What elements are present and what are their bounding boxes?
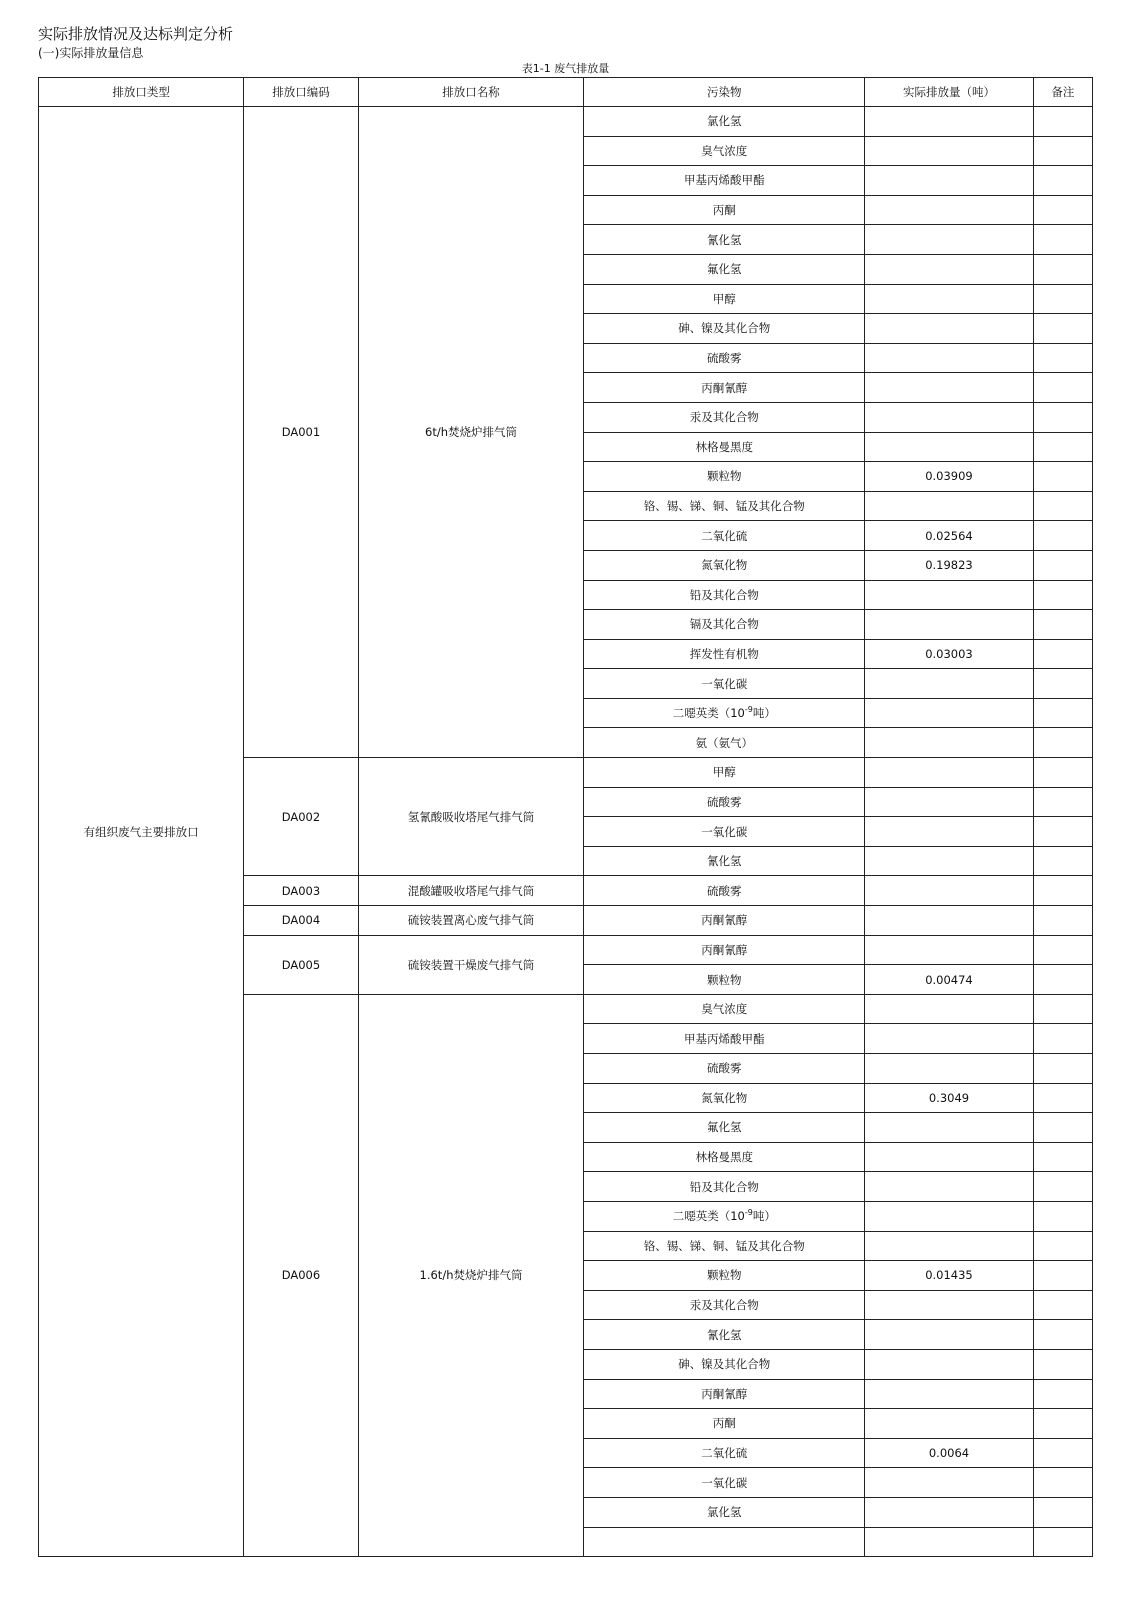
page-title: 实际排放情况及达标判定分析 — [38, 25, 234, 43]
remarks-cell — [1033, 1261, 1092, 1291]
remarks-cell — [1033, 166, 1092, 196]
emission-amount-cell — [865, 787, 1034, 817]
remarks-cell — [1033, 1349, 1092, 1379]
outlet-name-cell: 6t/h焚烧炉排气筒 — [358, 107, 584, 758]
pollutant-cell: 氟化氢 — [584, 254, 865, 284]
remarks-cell — [1033, 1231, 1092, 1261]
table-body — [39, 107, 1093, 1557]
remarks-cell — [1033, 1172, 1092, 1202]
remarks-cell — [1033, 462, 1092, 492]
pollutant-cell: 一氧化碳 — [584, 1468, 865, 1498]
remarks-cell — [1033, 639, 1092, 669]
emission-amount-cell — [865, 343, 1034, 373]
pollutant-cell: 二噁英类（$10^{-9}$吨） — [584, 1201, 865, 1231]
emission-amount-cell: 0.0064 — [865, 1438, 1034, 1468]
emission-amount-cell: 0.03003 — [865, 639, 1034, 669]
outlet-name-cell: 氢氰酸吸收塔尾气排气筒 — [358, 758, 584, 876]
remarks-cell — [1033, 1201, 1092, 1231]
outlet-code-cell: DA001 — [244, 107, 358, 758]
emission-amount-cell — [865, 1349, 1034, 1379]
emission-amount-cell — [865, 698, 1034, 728]
remarks-cell — [1033, 1438, 1092, 1468]
pollutant-cell: 氟化氢 — [584, 1113, 865, 1143]
remarks-cell — [1033, 935, 1092, 965]
pollutant-cell: 二氧化硫 — [584, 521, 865, 551]
pollutant-cell: 铅及其化合物 — [584, 580, 865, 610]
emission-amount-cell — [865, 1231, 1034, 1261]
emission-amount-cell: 0.19823 — [865, 550, 1034, 580]
outlet-code-cell: DA005 — [244, 935, 358, 994]
pollutant-cell: 甲醇 — [584, 284, 865, 314]
outlet-name-cell: 硫铵装置离心废气排气筒 — [358, 906, 584, 936]
remarks-cell — [1033, 1379, 1092, 1409]
remarks-cell — [1033, 1054, 1092, 1084]
emission-amount-cell — [865, 994, 1034, 1024]
emission-amount-cell — [865, 610, 1034, 640]
column-header-actual-emission: 实际排放量（吨） — [865, 78, 1034, 107]
remarks-cell — [1033, 580, 1092, 610]
emission-amount-cell — [865, 402, 1034, 432]
pollutant-cell: 氮氧化物 — [584, 550, 865, 580]
remarks-cell — [1033, 1290, 1092, 1320]
emission-amount-cell — [865, 225, 1034, 255]
remarks-cell — [1033, 1024, 1092, 1054]
remarks-cell — [1033, 965, 1092, 995]
remarks-cell — [1033, 1409, 1092, 1439]
remarks-cell — [1033, 1497, 1092, 1527]
emission-amount-cell — [865, 107, 1034, 137]
pollutant-cell: 甲醇 — [584, 758, 865, 788]
emission-amount-cell: 0.01435 — [865, 1261, 1034, 1291]
emission-amount-cell: 0.02564 — [865, 521, 1034, 551]
remarks-cell — [1033, 906, 1092, 936]
emission-amount-cell — [865, 728, 1034, 758]
pollutant-cell: 砷、镍及其化合物 — [584, 314, 865, 344]
pollutant-cell: 林格曼黑度 — [584, 432, 865, 462]
remarks-cell — [1033, 817, 1092, 847]
emission-amount-cell — [865, 669, 1034, 699]
pollutant-cell: 砷、镍及其化合物 — [584, 1349, 865, 1379]
remarks-cell — [1033, 1142, 1092, 1172]
emission-amount-cell — [865, 758, 1034, 788]
pollutant-cell: 硫酸雾 — [584, 343, 865, 373]
remarks-cell — [1033, 314, 1092, 344]
column-header-outlet-name: 排放口名称 — [358, 78, 584, 107]
remarks-cell — [1033, 402, 1092, 432]
outlet-name-cell: 1.6t/h焚烧炉排气筒 — [358, 994, 584, 1556]
remarks-cell — [1033, 107, 1092, 137]
exponent-superscript: -9 — [744, 705, 753, 715]
emission-amount-cell — [865, 166, 1034, 196]
outlet-name-cell: 硫铵装置干燥废气排气筒 — [358, 935, 584, 994]
emission-amount-cell — [865, 1290, 1034, 1320]
pollutant-cell: 二噁英类（$10^{-9}$吨） — [584, 698, 865, 728]
pollutant-cell: 氮氧化物 — [584, 1083, 865, 1113]
remarks-cell — [1033, 1083, 1092, 1113]
column-header-outlet-type: 排放口类型 — [39, 78, 244, 107]
remarks-cell — [1033, 728, 1092, 758]
pollutant-cell: 硫酸雾 — [584, 1054, 865, 1084]
remarks-cell — [1033, 491, 1092, 521]
pollutant-cell: 氰化氢 — [584, 225, 865, 255]
pollutant-cell: 丙酮 — [584, 1409, 865, 1439]
pollutant-cell: 一氧化碳 — [584, 817, 865, 847]
exponent-superscript: -9 — [744, 1208, 753, 1218]
pollutant-cell: 铬、锡、锑、铜、锰及其化合物 — [584, 1231, 865, 1261]
remarks-cell — [1033, 876, 1092, 906]
remarks-cell — [1033, 343, 1092, 373]
remarks-cell — [1033, 284, 1092, 314]
emission-amount-cell — [865, 314, 1034, 344]
pollutant-cell: 丙酮氰醇 — [584, 373, 865, 403]
emission-amount-cell — [865, 935, 1034, 965]
emission-amount-cell — [865, 1497, 1034, 1527]
outlet-code-cell: DA002 — [244, 758, 358, 876]
section-title: (一)实际排放量信息 — [38, 46, 144, 60]
emission-amount-cell — [865, 1113, 1034, 1143]
pollutant-cell: 臭气浓度 — [584, 994, 865, 1024]
table-caption: 表1-1 废气排放量 — [521, 62, 610, 75]
emission-amount-cell — [865, 373, 1034, 403]
emission-amount-cell — [865, 1409, 1034, 1439]
pollutant-cell: 硫酸雾 — [584, 787, 865, 817]
remarks-cell — [1033, 610, 1092, 640]
emission-amount-cell — [865, 432, 1034, 462]
emission-amount-cell — [865, 491, 1034, 521]
pollutant-cell: 氯化氢 — [584, 107, 865, 137]
pollutant-cell: 丙酮氰醇 — [584, 1379, 865, 1409]
remarks-cell — [1033, 787, 1092, 817]
pollutant-cell: 铬、锡、锑、铜、锰及其化合物 — [584, 491, 865, 521]
emission-amount-cell — [865, 1172, 1034, 1202]
remarks-cell — [1033, 225, 1092, 255]
pollutant-cell: 丙酮氰醇 — [584, 906, 865, 936]
remarks-cell — [1033, 669, 1092, 699]
pollutant-cell: 丙酮氰醇 — [584, 935, 865, 965]
remarks-cell — [1033, 136, 1092, 166]
emission-amount-cell — [865, 1201, 1034, 1231]
remarks-cell — [1033, 758, 1092, 788]
emission-amount-cell — [865, 817, 1034, 847]
emissions-table — [38, 77, 1093, 1557]
remarks-cell — [1033, 1113, 1092, 1143]
pollutant-cell: 氰化氢 — [584, 846, 865, 876]
emission-amount-cell — [865, 876, 1034, 906]
remarks-cell — [1033, 521, 1092, 551]
emission-amount-cell: 0.00474 — [865, 965, 1034, 995]
emission-amount-cell — [865, 1142, 1034, 1172]
remarks-cell — [1033, 195, 1092, 225]
emission-amount-cell — [865, 580, 1034, 610]
outlet-code-cell: DA004 — [244, 906, 358, 936]
pollutant-cell: 铅及其化合物 — [584, 1172, 865, 1202]
table-row — [39, 107, 1093, 137]
emission-amount-cell — [865, 195, 1034, 225]
column-header-pollutant: 污染物 — [584, 78, 865, 107]
remarks-cell — [1033, 698, 1092, 728]
pollutant-cell: 林格曼黑度 — [584, 1142, 865, 1172]
outlet-type-cell: 有组织废气主要排放口 — [39, 107, 244, 1557]
pollutant-cell: 镉及其化合物 — [584, 610, 865, 640]
outlet-code-cell: DA003 — [244, 876, 358, 906]
emission-amount-cell: 0.3049 — [865, 1083, 1034, 1113]
emission-amount-cell: 0.03909 — [865, 462, 1034, 492]
remarks-cell — [1033, 1320, 1092, 1350]
column-header-remarks: 备注 — [1033, 78, 1092, 107]
emission-amount-cell — [865, 906, 1034, 936]
emission-amount-cell — [865, 1379, 1034, 1409]
pollutant-cell: 颗粒物 — [584, 1261, 865, 1291]
pollutant-cell: 二氧化硫 — [584, 1438, 865, 1468]
pollutant-cell: 颗粒物 — [584, 462, 865, 492]
pollutant-cell: 丙酮 — [584, 195, 865, 225]
emission-amount-cell — [865, 846, 1034, 876]
emission-amount-cell — [865, 1024, 1034, 1054]
remarks-cell — [1033, 254, 1092, 284]
pollutant-cell: 氯化氢 — [584, 1497, 865, 1527]
emission-amount-cell — [865, 254, 1034, 284]
pollutant-cell: 一氧化碳 — [584, 669, 865, 699]
pollutant-cell: 硫酸雾 — [584, 876, 865, 906]
remarks-cell — [1033, 846, 1092, 876]
remarks-cell — [1033, 994, 1092, 1024]
remarks-cell — [1033, 1468, 1092, 1498]
remarks-cell — [1033, 1527, 1092, 1557]
pollutant-cell: 臭气浓度 — [584, 136, 865, 166]
table-header-row — [39, 78, 1093, 107]
column-header-outlet-code: 排放口编码 — [244, 78, 358, 107]
pollutant-cell: 挥发性有机物 — [584, 639, 865, 669]
remarks-cell — [1033, 432, 1092, 462]
emission-amount-cell — [865, 1054, 1034, 1084]
pollutant-cell: 汞及其化合物 — [584, 1290, 865, 1320]
outlet-name-cell: 混酸罐吸收塔尾气排气筒 — [358, 876, 584, 906]
pollutant-cell: 氰化氢 — [584, 1320, 865, 1350]
remarks-cell — [1033, 373, 1092, 403]
pollutant-cell — [584, 1527, 865, 1557]
pollutant-cell: 颗粒物 — [584, 965, 865, 995]
outlet-code-cell: DA006 — [244, 994, 358, 1556]
emission-amount-cell — [865, 1320, 1034, 1350]
pollutant-cell: 汞及其化合物 — [584, 402, 865, 432]
pollutant-cell: 甲基丙烯酸甲酯 — [584, 166, 865, 196]
remarks-cell — [1033, 550, 1092, 580]
pollutant-cell: 氨（氨气） — [584, 728, 865, 758]
emission-amount-cell — [865, 1527, 1034, 1557]
emission-amount-cell — [865, 284, 1034, 314]
pollutant-cell: 甲基丙烯酸甲酯 — [584, 1024, 865, 1054]
emission-amount-cell — [865, 136, 1034, 166]
emission-amount-cell — [865, 1468, 1034, 1498]
